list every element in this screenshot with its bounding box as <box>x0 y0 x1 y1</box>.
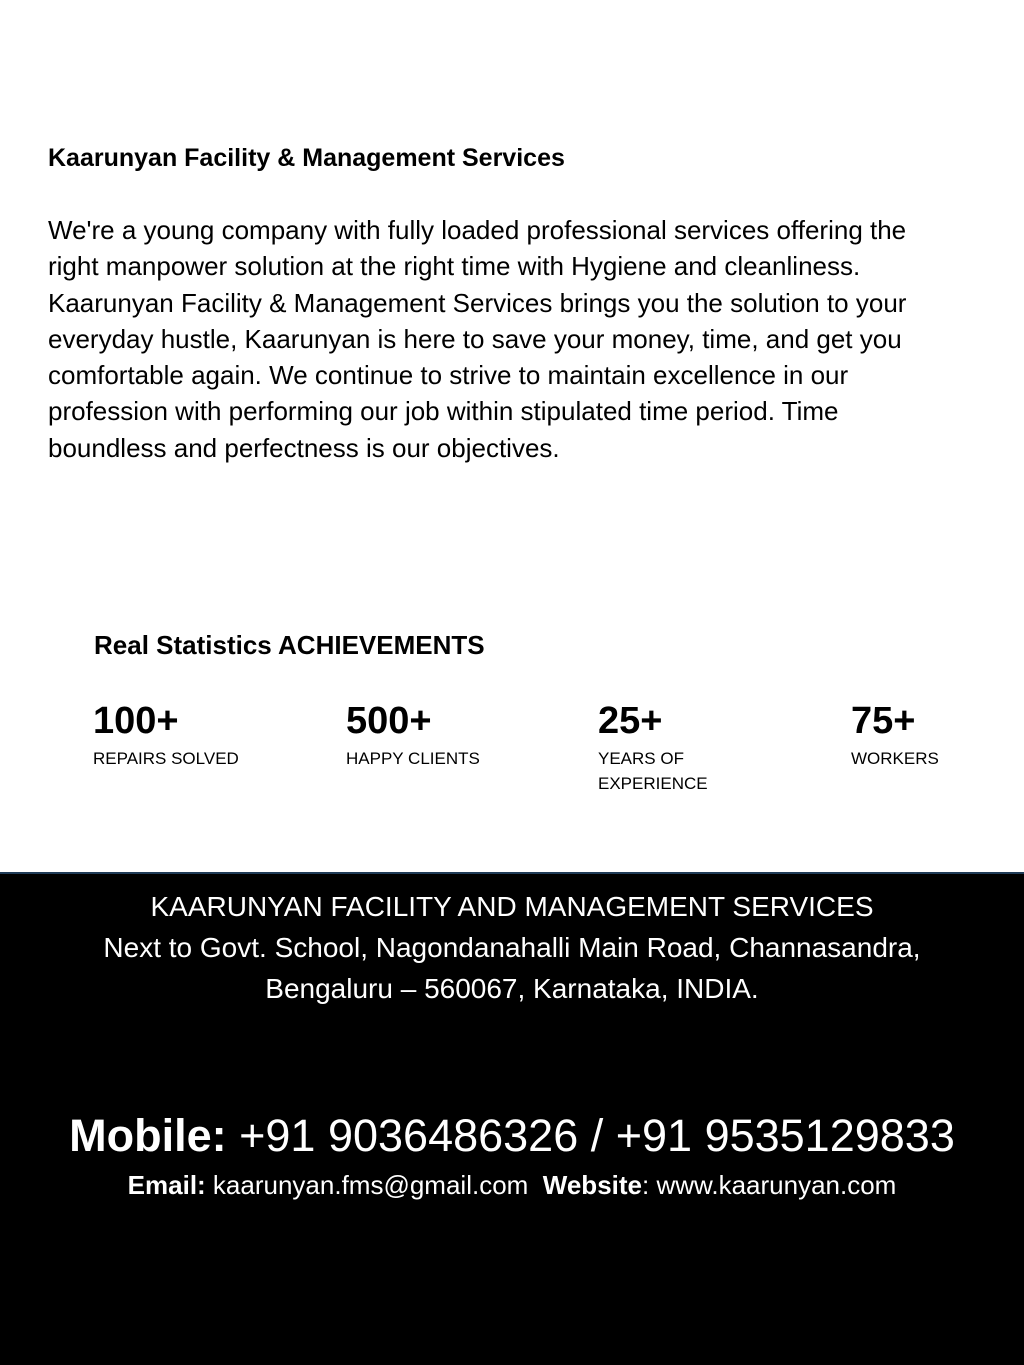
stat-value: 75+ <box>851 700 916 742</box>
address-line-2: Bengaluru – 560067, Karnataka, INDIA. <box>265 973 759 1004</box>
stat-label: REPAIRS SOLVED <box>93 749 239 768</box>
stat-value: 500+ <box>346 700 432 742</box>
stat-label: HAPPY CLIENTS <box>346 749 480 768</box>
website-link[interactable]: : www.kaarunyan.com <box>642 1170 897 1200</box>
stats-heading-bold: ACHIEVEMENTS <box>278 630 485 660</box>
stats-heading-prefix: Real Statistics <box>94 630 279 660</box>
email-address-link[interactable]: kaarunyan.fms@gmail.com <box>205 1170 529 1200</box>
email-label: Email: <box>127 1170 206 1200</box>
stat-clients <box>346 698 546 771</box>
company-title: Kaarunyan Facility & Management Services <box>48 144 565 172</box>
stat-repairs <box>93 698 293 771</box>
mobile-line <box>0 1108 1024 1164</box>
stat-workers <box>851 698 1024 771</box>
footer-company-name: KAARUNYAN FACILITY AND MANAGEMENT SERVICES <box>150 891 874 922</box>
stat-label: WORKERS <box>851 749 939 768</box>
company-intro-paragraph: We're a young company with fully loaded professional services offering the right manpower solution at the right time with Hygiene and cleanliness. Kaarunyan Facility & Management Services brings you the solution to your everyday hustle, Kaarunyan is here to save your money, time, and get you comfortable again. We continue to strive to maintain excellence in our profession with performing our job within stipulated time period. Time boundless and perfectness is our objectives. <box>48 215 907 463</box>
stat-value: 100+ <box>93 700 179 742</box>
stats-heading <box>94 628 485 662</box>
stat-value: 25+ <box>598 700 663 742</box>
email-website-line <box>0 1168 1024 1202</box>
address-line-1: Next to Govt. School, Nagondanahalli Main Road, Channasandra, <box>103 932 921 963</box>
stat-experience <box>598 698 748 796</box>
mobile-numbers[interactable]: +91 9036486326 / +91 9535129833 <box>226 1110 955 1161</box>
contact-footer <box>0 872 1024 1365</box>
footer-address <box>0 927 1024 1009</box>
website-label: Website <box>542 1170 642 1200</box>
mobile-label: Mobile: <box>69 1110 227 1161</box>
stat-label: YEARS OF EXPERIENCE <box>598 749 708 793</box>
